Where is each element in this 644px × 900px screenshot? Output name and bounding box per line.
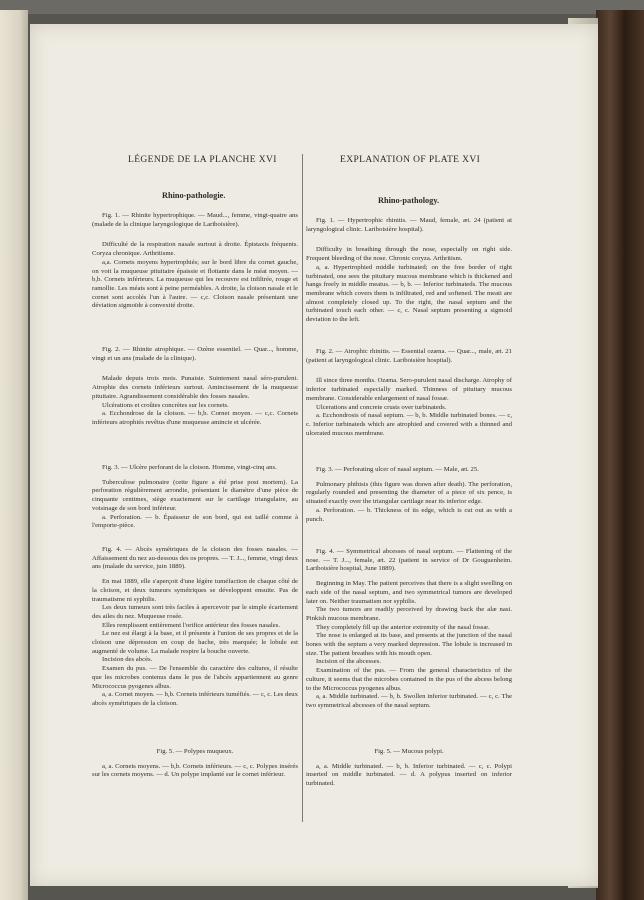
fig4-fr-para5: Incision des abcès. bbox=[102, 656, 153, 664]
fig1-en-heading: Fig. 1. — Hypertrophic rhinitis. — Maud, female, æt. 24 (patient at laryngological clinic. Lariboisière hospital). bbox=[306, 217, 512, 233]
fig4-en-para1: Beginning in May. The patient perceives that there is a slight swelling on each side of the nasal septum, and two symmetrical tumors are developed later on. Neither traumatism nor syphilis. bbox=[306, 580, 512, 605]
fig4-en-heading: Fig. 4. — Symmetrical abcesses of nasal septum. — Flattening of the nose. — T. J..., female, æt. 22 (patient in service of Dr Gouguenheim. Lariboisière hospital, June 1889). bbox=[306, 548, 512, 573]
column-divider bbox=[302, 154, 303, 822]
fig4-fr-heading: Fig. 4. — Abcès symétriques de la cloison des fosses nasales. — Affaissement du nez au-dessous des os propres. — T. J..., femme, vingt deux ans (malade du service, juin 1889). bbox=[92, 546, 298, 571]
fig2-en-heading: Fig. 2. — Atrophic rhinitis. — Essential ozæna. — Quar..., male, æt. 21 (patient at laryngological clinic. Lariboisière hospital). bbox=[306, 348, 512, 364]
fig2-fr-para1: Malade depuis trois mois. Punaisie. Suintement nasal séro-purulent. Atrophie des cornets inférieurs surtout. Amincissement de la muqueuse pituitaire. Agrandissement considérable des fosses nasales. bbox=[92, 375, 298, 400]
fig2-fr-para3: a. Ecchondrose de la cloison. — b,b. Cornet moyen. — c,c. Cornets inférieurs atrophiés revêtus d'une muqueuse amincie et ulcérée. bbox=[92, 410, 298, 426]
fig1-fr bbox=[92, 212, 298, 311]
fig4-fr-para1: En mai 1889, elle s'aperçoit d'une légère tuméfaction de chaque côté de la cloison, et deux tumeurs symétriques se développent ensuite. Pas de traumatisme ni syphilis. bbox=[92, 578, 298, 603]
fig5-en-heading: Fig. 5. — Mucous polypi. bbox=[374, 748, 444, 755]
fig5-fr-para1: a, a. Cornets moyens. — b,b. Cornets inférieurs. — c, c. Polypes insérés sur les cornets moyens. — d. Un polype implanté sur le cornet inférieur. bbox=[92, 762, 298, 779]
fig1-en bbox=[306, 217, 512, 325]
plate-title-fr: LÉGENDE DE LA PLANCHE XVI bbox=[128, 155, 277, 165]
fig2-fr-para2: Ulcérations et croûtes concrètes sur les cornets. bbox=[102, 401, 229, 409]
fig2-en-para2: Ulcerations and concrete crusts over turbinateds. bbox=[316, 403, 447, 411]
fig4-en-para2: The two tumors are readily perceived by drawing back the alæ nasi. Pinkish mucous membrane. bbox=[306, 606, 512, 622]
fig1-fr-para2: a,a. Cornets moyens hypertrophiés; sur le bord libre du cornet gauche, on voit la muqueuse pituitaire épaissie et flottante dans le méat moyen. — b,b. Cornets inférieurs. La muqueuse qui les recouvre est infiltrée, rouge et ramollie. Les méats sont à peine perméables. A droite, la cloison nasale et le cornet sont accolés l'un à l'autre. — c,c. Cloison nasale présentant une déviation sigmoïde à convexité droite. bbox=[92, 258, 298, 310]
fig4-fr-para4: Le nez est élargi à la base, et il présente à l'union de ses propres et de la cloison une dépression en coup de hache, très marquée; le lobule est augmenté de volume. La malade respire la bouche ouverte. bbox=[92, 630, 298, 655]
fig4-en-para7: a, a. Middle turbinated. — b, b. Swollen inferior turbinated. — c, c. The two symmetrical abcesses of the nasal septum. bbox=[306, 693, 512, 709]
book-cover-right bbox=[596, 10, 644, 900]
fig5-fr-heading: Fig. 5. — Polypes muqueux. bbox=[156, 748, 234, 755]
fig3-en-heading: Fig. 3. — Perforating ulcer of nasal septum. — Male, æt. 25. bbox=[316, 466, 479, 473]
fig2-en bbox=[306, 348, 512, 438]
fig2-fr bbox=[92, 346, 298, 428]
fig4-en-para4: The nose is enlarged at its base, and presents at the junction of the nasal bones with the septum a very marked depression. The lobule is increased in size. The patient breathes with his mouth open. bbox=[306, 632, 512, 657]
fig4-fr-para7: a, a. Cornet moyen. — b,b. Cornets inférieurs tuméfiés. — c, c. Les deux abcès symétriques de la cloison. bbox=[92, 691, 298, 707]
fig4-en-para5: Incision of the abcesses. bbox=[316, 658, 381, 666]
fig3-fr-para2: a. Perforation. — b. Épaisseur de son bord, qui est taillé comme à l'emporte-pièce. bbox=[92, 513, 298, 530]
fig4-en bbox=[306, 548, 512, 711]
fig4-en-para3: They completely fill up the anterior extremity of the nasal fossæ. bbox=[316, 623, 490, 631]
subtitle-fr: Rhino-pathologie. bbox=[162, 191, 226, 200]
fig1-en-para1: Difficulty in breathing through the nose, especially on right side. Frequent bleeding of the nose. Chronic coryza. Arthritism. bbox=[306, 246, 512, 263]
subtitle-en: Rhino-pathology. bbox=[378, 196, 440, 205]
book-page bbox=[30, 24, 598, 886]
page-stack-left-edge bbox=[0, 10, 28, 900]
fig3-fr-heading: Fig. 3. — Ulcère perforant de la cloison. Homme, vingt-cinq ans. bbox=[102, 464, 277, 471]
fig4-fr-para6: Examen du pus. — De l'ensemble du caractère des cultures, il résulte que les microbes contenus dans le pus de l'abcès appartiennent au genre Micrococcus pyogenes albus. bbox=[92, 665, 298, 690]
fig4-en-para6: Examination of the pus. — From the general characteristics of the culture, it seems that the microbes contained in the pus of the abcess belong to the Micrococcus pyogenes albus. bbox=[306, 667, 512, 692]
fig4-fr bbox=[92, 546, 298, 709]
fig4-fr-para3: Elles remplissent entièrement l'orifice antérieur des fosses nasales. bbox=[102, 621, 280, 629]
binding-top-edge bbox=[0, 0, 644, 14]
fig5-en-para1: a, a. Middle turbinated. — b, b. Inferior turbinated. — c, c. Polypi inserted on middle turbinated. — d. A polypus inserted on inferior turbinated. bbox=[306, 762, 512, 788]
fig2-fr-heading: Fig. 2. — Rhinite atrophique. — Ozène essentiel. — Quar..., homme, vingt et un ans (malade de la clinique). bbox=[92, 346, 298, 362]
fig2-en-para3: a. Ecchondrosis of nasal septum. — b, b. Middle turbinated bones. — c, c. Inferior turbinateds which are atrophied and covered with a thinned and ulcerated mucous membrane. bbox=[306, 412, 512, 437]
fig3-en bbox=[306, 466, 512, 524]
fig1-fr-heading: Fig. 1. — Rhinite hypertrophique. — Maud..., femme, vingt-quatre ans (malade de la clinique laryngologique de Lariboisière). bbox=[92, 212, 298, 228]
fig3-en-para2: a. Perforation. — b. Thickness of its edge, which is cut out as with a punch. bbox=[306, 506, 512, 523]
fig3-fr bbox=[92, 464, 298, 531]
fig5-en bbox=[306, 748, 512, 789]
fig5-fr bbox=[92, 748, 298, 780]
fig1-en-para2: a, a. Hypertrophied middle turbinated; on the free border of right turbinated, one sees the pituitary mucous membrane which is thickened and hangs freely in middle meatus. — b, b. — Inferior turbinateds. The mucous membrane which covers them is infiltrated, red and softened. The meati are almost completely closed up. To the right, the nasal septum and the turbinated touch each other. — c, c. Nasal septum presenting a sigmoid deviation to the left. bbox=[306, 263, 512, 324]
fig1-fr-para1: Difficulté de la respiration nasale surtout à droite. Épistaxis fréquents. Coryza chronique. Arthritisme. bbox=[92, 241, 298, 258]
fig4-fr-para2: Les deux tumeurs sont très faciles à apercevoir par le simple écartement des ailes du nez. Muqueuse rosée. bbox=[92, 604, 298, 620]
plate-title-en: EXPLANATION OF PLATE XVI bbox=[340, 155, 481, 165]
fig2-en-para1: Ill since three months. Ozæna. Sero-purulent nasal discharge. Atrophy of inferior turbinated especially marked. Thinness of pituitary mucous membrane. Considerable enlargement of nasal fossæ. bbox=[306, 377, 512, 402]
fig3-en-para1: Pulmonary phthisis (this figure was drawn after death). The perforation, regularly rounded and presenting the diameter of a piece of six pence, is situated exactly over the triangular cartilage near its inferior edge. bbox=[306, 480, 512, 506]
fig3-fr-para1: Tuberculose pulmonaire (cette figure a été prise post mortem). La perforation régulièrement arrondie, présentant le diamètre d'une pièce de cinquante centimes, siège exactement sur le cartilage triangulaire, au voisinage de son bord inférieur. bbox=[92, 478, 298, 512]
